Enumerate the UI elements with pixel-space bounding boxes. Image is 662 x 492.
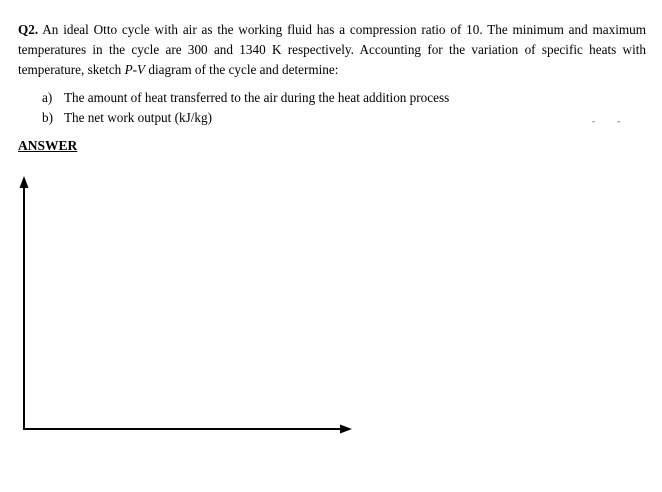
answer-heading: ANSWER xyxy=(18,138,78,153)
question-body-part2: diagram of the cycle and determine: xyxy=(145,62,339,77)
stray-marks: - - xyxy=(592,116,631,126)
horizontal-axis-arrowhead xyxy=(340,425,352,434)
part-a-marker: a) xyxy=(42,90,53,105)
question-pv-term: P-V xyxy=(124,62,146,77)
part-a-text: The amount of heat transferred to the air during the heat addition process xyxy=(64,90,450,105)
part-b-marker: b) xyxy=(42,110,53,125)
question-number: Q2. xyxy=(18,22,39,37)
part-b-text: The net work output (kJ/kg) xyxy=(64,110,212,125)
vertical-axis-arrowhead xyxy=(20,176,29,188)
question-body-part1: An ideal Otto cycle with air as the working fluid has a compression ratio of 10. The minimum and maximum temperatures in the cycle are 300 and 1340 K respectively. Accounting for the variation of specific heats with temperature, sketch xyxy=(18,22,646,77)
